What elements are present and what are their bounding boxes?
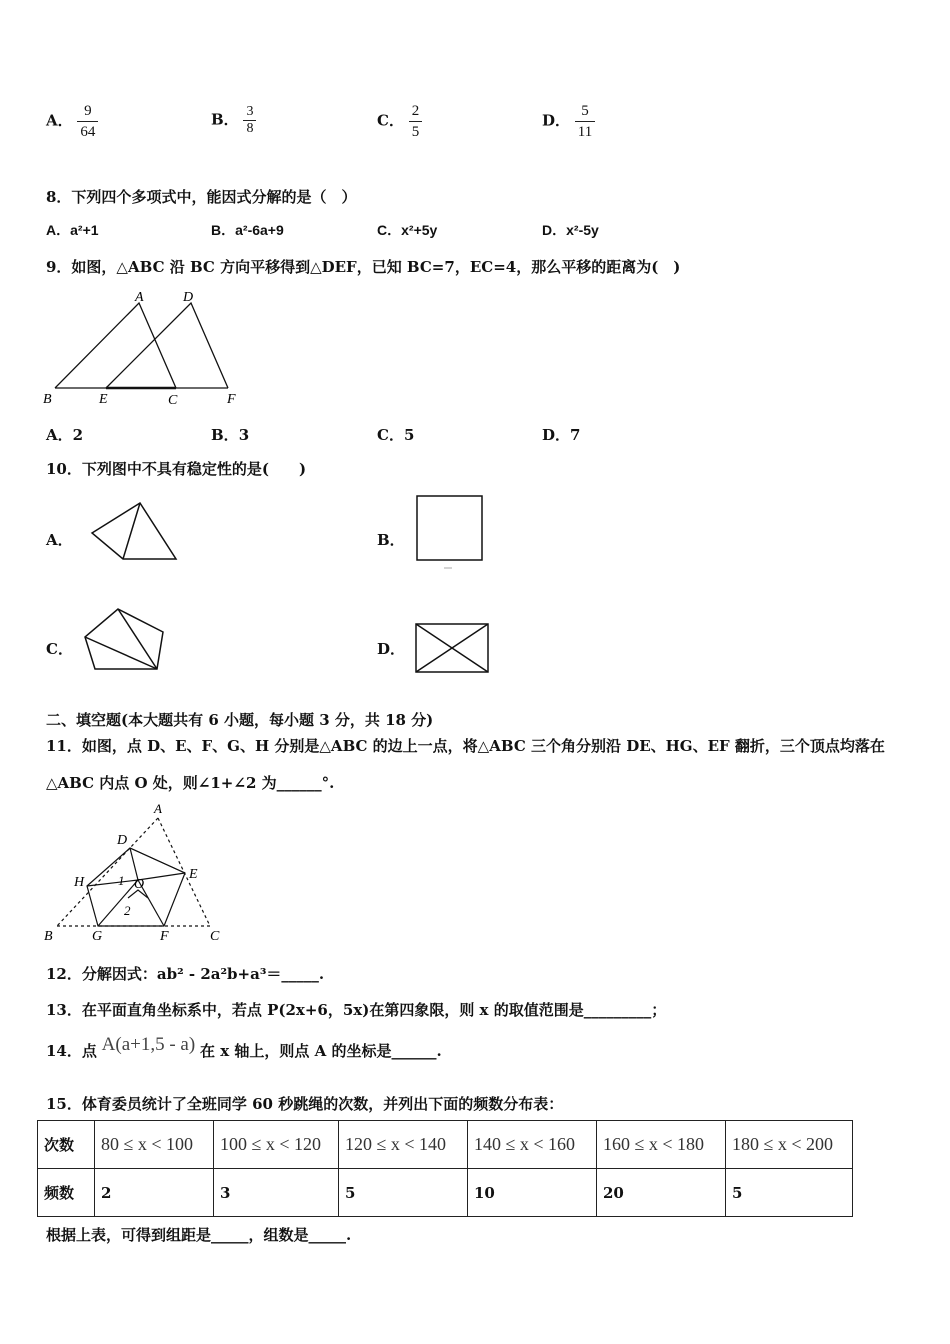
table-row — [38, 1169, 853, 1217]
label-c: C — [210, 929, 220, 944]
table-cell: 3 — [214, 1169, 339, 1217]
q14-prefix: 14．点 — [46, 1042, 97, 1060]
label-d: D — [183, 290, 194, 305]
row-header: 频数 — [38, 1169, 95, 1217]
fraction: $\frac{5}{11}$ — [575, 101, 595, 142]
label-b: B — [43, 392, 52, 407]
table-cell: 120 ≤ x < 140 — [339, 1121, 468, 1169]
q10-option-b-label[interactable]: B． — [377, 531, 405, 549]
label-a: A — [135, 290, 144, 305]
q10-figure-b-square[interactable] — [410, 490, 490, 572]
q9-option-d[interactable]: D．7 — [542, 426, 581, 444]
table-cell: 180 ≤ x < 200 — [726, 1121, 853, 1169]
label-e: E — [189, 867, 198, 882]
q13-text: 13．在平面直角坐标系中，若点 P(2x+6，5x)在第四象限，则 x 的取值范围是_________； — [46, 1001, 667, 1019]
q7-option-c[interactable] — [377, 101, 422, 142]
q10-stem: 10．下列图中不具有稳定性的是( ) — [46, 460, 307, 478]
q10-option-c-label[interactable]: C． — [46, 640, 73, 658]
table-row — [38, 1121, 853, 1169]
q11-fold-figure — [40, 798, 235, 946]
row-header: 次数 — [38, 1121, 95, 1169]
label-e: E — [99, 392, 108, 407]
q8-option-c[interactable]: C．x²+5y — [377, 222, 438, 238]
fraction: $\frac{3}{8}$ — [243, 104, 256, 137]
q10-figure-a-triangulated-quad[interactable] — [85, 495, 185, 565]
label-angle-1: 1 — [118, 873, 125, 888]
label-b: B — [44, 929, 53, 944]
table-cell: 5 — [726, 1169, 853, 1217]
q10-figure-d-rectangle-diagonals[interactable] — [410, 617, 495, 679]
table-cell: 80 ≤ x < 100 — [95, 1121, 214, 1169]
q8-option-b[interactable]: B．a²-6a+9 — [211, 222, 284, 238]
label-f: F — [227, 392, 236, 407]
q14-point-expression: A(a+1,5 - a) — [101, 1034, 196, 1055]
q10-option-a-label[interactable]: A． — [46, 531, 73, 549]
label-f: F — [160, 929, 169, 944]
q9-option-b[interactable]: B．3 — [211, 426, 250, 444]
label-o: O — [134, 877, 145, 892]
q9-option-c[interactable]: C．5 — [377, 426, 415, 444]
label-h: H — [74, 875, 85, 890]
fraction: $\frac{2}{5}$ — [409, 101, 423, 142]
q8-option-a[interactable]: A．a²+1 — [46, 222, 99, 238]
label-a: A — [154, 801, 162, 816]
option-label: C． — [377, 111, 404, 130]
q8-stem: 8．下列四个多项式中，能因式分解的是（ ） — [46, 188, 357, 206]
q9-option-a[interactable]: A．2 — [46, 426, 84, 444]
q9-translation-figure — [40, 285, 250, 410]
label-g: G — [92, 929, 103, 944]
q10-figure-c-pentagon[interactable] — [80, 603, 170, 675]
triangle-abc — [55, 303, 176, 388]
q14-suffix: 在 x 轴上，则点 A 的坐标是______. — [199, 1042, 442, 1060]
q8-option-d[interactable]: D．x²-5y — [542, 222, 599, 238]
label-angle-2: 2 — [124, 903, 131, 918]
table-cell: 20 — [597, 1169, 726, 1217]
option-label: D． — [542, 111, 571, 130]
q7-option-d[interactable] — [542, 101, 595, 142]
table-cell: 100 ≤ x < 120 — [214, 1121, 339, 1169]
table-cell: 140 ≤ x < 160 — [468, 1121, 597, 1169]
q7-option-b[interactable] — [211, 104, 256, 137]
q7-option-a[interactable] — [46, 101, 98, 142]
table-cell: 160 ≤ x < 180 — [597, 1121, 726, 1169]
q11-line-2: △ABC 内点 O 处，则∠1+∠2 为______°. — [46, 774, 335, 792]
q11-line-1: 11．如图，点 D、E、F、G、H 分别是△ABC 的边上一点，将△ABC 三个角分别沿 DE、HG、EF 翻折，三个顶点均落在 — [46, 737, 885, 755]
option-label: A． — [46, 111, 73, 130]
frequency-table — [37, 1120, 853, 1217]
table-cell: 10 — [468, 1169, 597, 1217]
q12-text: 12．分解因式：ab² - 2a²b+a³＝_____. — [46, 965, 325, 983]
triangle-def — [106, 303, 228, 388]
table-cell: 2 — [95, 1169, 214, 1217]
section-2-title: 二、填空题(本大题共有 6 小题，每小题 3 分，共 18 分) — [46, 711, 434, 729]
option-label: B． — [211, 110, 239, 129]
q14-text — [46, 1034, 442, 1061]
q15-followup: 根据上表，可得到组距是_____，组数是_____. — [46, 1226, 352, 1244]
table-cell: 5 — [339, 1169, 468, 1217]
label-d: D — [117, 833, 128, 848]
q10-option-d-label[interactable]: D． — [377, 640, 406, 658]
q9-stem: 9．如图，△ABC 沿 BC 方向平移得到△DEF，已知 BC=7，EC=4，那么平移的距离为( ) — [46, 258, 681, 276]
fraction: $\frac{9}{64}$ — [77, 101, 98, 142]
q15-stem: 15．体育委员统计了全班同学 60 秒跳绳的次数，并列出下面的频数分布表： — [46, 1095, 564, 1113]
label-c: C — [168, 393, 178, 408]
